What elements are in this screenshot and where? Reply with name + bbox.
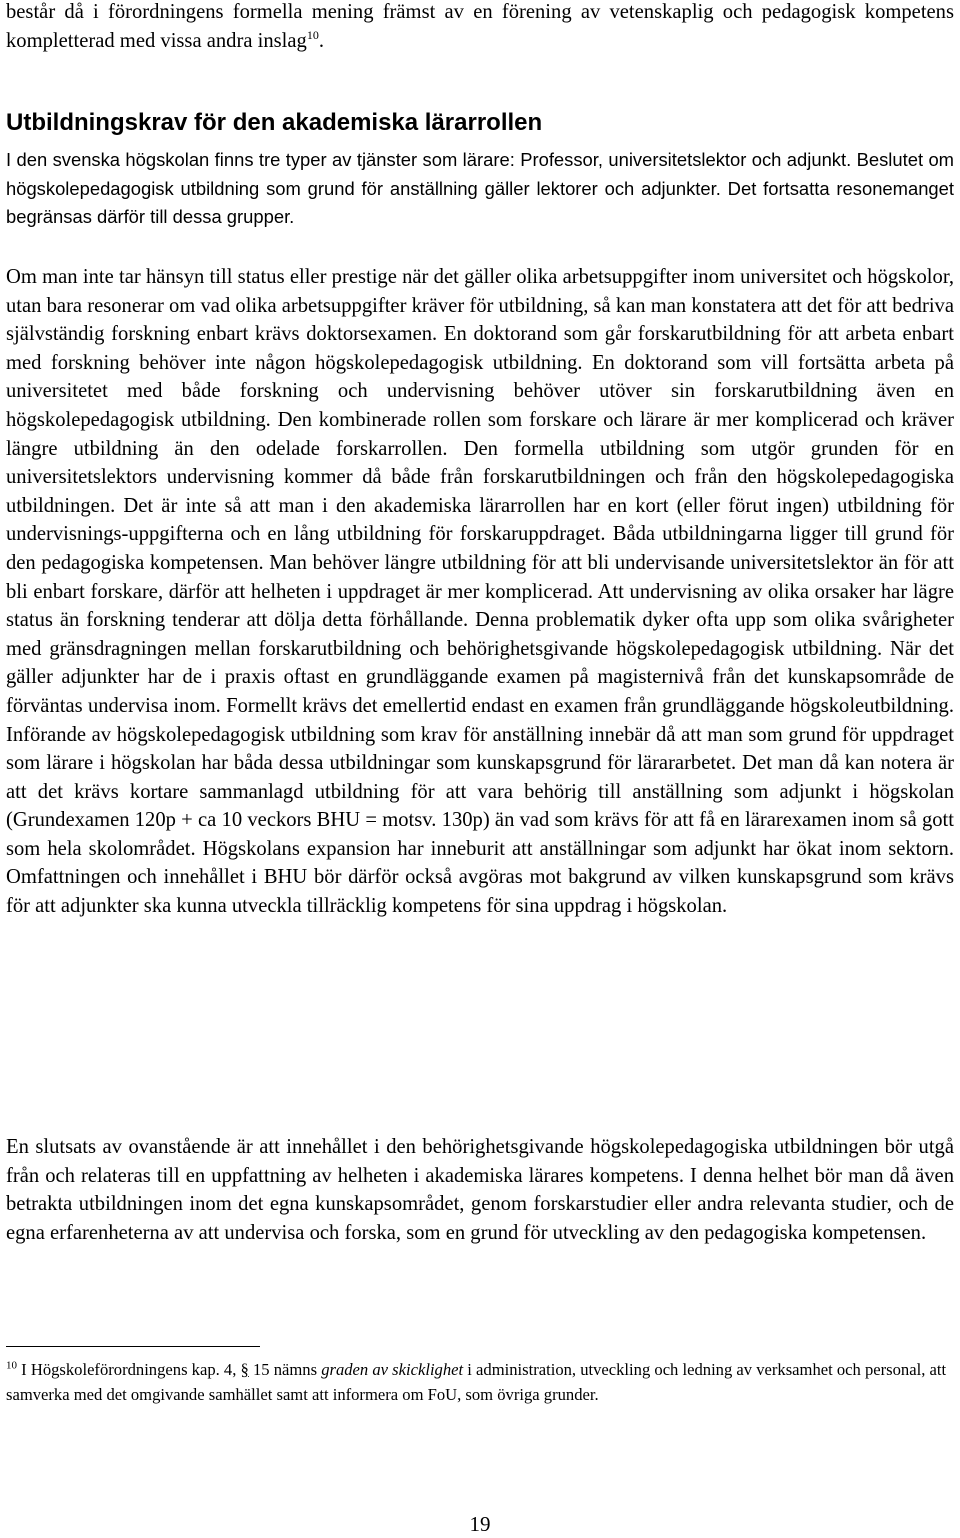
section-intro-paragraph: I den svenska högskolan finns tre typer av tjänster som lärare: Professor, universitetslektor och adjunkt. Beslutet om högskolepedagogisk utbildning som grund för anställning gäller lektorer och adjunkter. Det fortsatta resonemanget begränsas därför till dessa grupper. xyxy=(6,149,954,228)
conclusion-paragraph: En slutsats av ovanstående är att innehållet i den behörighetsgivande högskolepedagogiska utbildningen bör utgå från och relateras till en uppfattning av helheten i akademiska lärares kompetens. I denna helhet bör man då även betrakta utbildningen inom det egna kunskapsområdet, genom forskarstudier eller andra relevanta studier, och de egna erfarenheterna av att undervisa och forska, som en grund för utveckling av den pedagogiska kompetensen. xyxy=(6,1136,954,1244)
intro-paragraph xyxy=(6,0,954,55)
footnote-reference[interactable]: 10 xyxy=(306,27,319,42)
document-page xyxy=(6,0,954,1537)
section-heading: Utbildningskrav för den akademiska lärarrollen xyxy=(6,109,543,136)
footnote-text-start: I Högskoleförordningens kap. 4, xyxy=(21,1360,241,1379)
footnote-separator xyxy=(6,1346,260,1347)
footnote-emphasis: graden av skicklighet xyxy=(321,1360,464,1379)
footnote-number: 10 xyxy=(6,1359,17,1372)
footnote xyxy=(6,1358,954,1407)
body-paragraph: Om man inte tar hänsyn till status eller prestige när det gäller olika arbetsuppgifter inom universitet och högskolor, utan bara resonerar om vad olika arbetsuppgifter kräver för utbildning, så kan man konstatera att det för att bedriva självständig forskning enbart krävs doktorsexamen. En doktorand som går forskarutbildning för att arbeta enbart med forskning behöver inte någon högskolepedagogisk utbildning. En doktorand som vill fortsätta arbeta på universitetet med både forskning och undervisning behöver utöver sin forskarutbildning även en högskolepedagogisk utbildning. Den kombinerade rollen som forskare och lärare är mer komplicerad och kräver längre utbildning än den odelade forskarrollen. Den formella utbildning som utgör grunden för en universitetslektors undervisning kommer då både från forskarutbildningen och från den högskolepedagogiska utbildningen. Det är inte så att man i den akademiska lärarrollen har en kort (eller förut ingen) utbildning för undervisnings-uppgifterna och en lång utbildning för forskaruppdraget. Båda utbildningarna ligger till grund för den pedagogiska kompetensen. Man behöver längre utbildning för att bli undervisande universitetslektor än för att bli enbart forskare, därför att helheten i uppdraget är mer komplicerad. Att undervisning av olika orsaker har lägre status än forskning tenderar att dölja detta förhållande. Denna problematik dyker ofta upp som olika svårigheter med gränsdragningen mellan forskarutbildning och behörighetsgivande högskolepedagogisk utbildning. När det gäller adjunkter har de i praxis oftast en grundläggande examen på magisternivå från det kunskapsområde de förväntas undervisa inom. Formellt krävs det emellertid endast en examen från grundläggande högskoleutbildning. Införande av högskolepedagogisk utbildning som krav för anställning innebär då att man som grund för uppdraget som lärare i högskolan har båda dessa utbildningar som kunskapsgrund för lärararbetet. Det man då kan notera är att det krävs kortare sammanlagd utbildning för att vara behörig till anställning som adjunkt i högskolan (Grundexamen 120p + ca 10 veckors BHU = motsv. 130p) än vad som krävs för att få en lärarexamen inom så gott som hela skolområdet. Högskolans expansion har inneburit att anställningar som adjunkt har ökat inom sektorn. Omfattningen och innehållet i BHU bör därför också avgöras mot bakgrund av vilken kunskapsgrund som krävs för att adjunkter ska kunna utveckla tillräcklig kompetens för sina uppdrag i högskolan. xyxy=(6,266,954,918)
intro-end: . xyxy=(318,29,324,52)
footnote-text-end: i administration, utveckling och ledning av verksamhet och personal, att samverka med det omgivande samhället samt att informera om FoU, som övriga grunder. xyxy=(6,1360,947,1404)
footnote-section-sign: § xyxy=(240,1360,249,1379)
intro-text: består då i förordningens formella mening främst av en förening av vetenskaplig och pedagogisk kompetens kompletterad med vissa andra inslag xyxy=(6,1,954,52)
page-number: 19 xyxy=(469,1512,491,1536)
footnote-text-middle: 15 nämns xyxy=(248,1360,322,1379)
